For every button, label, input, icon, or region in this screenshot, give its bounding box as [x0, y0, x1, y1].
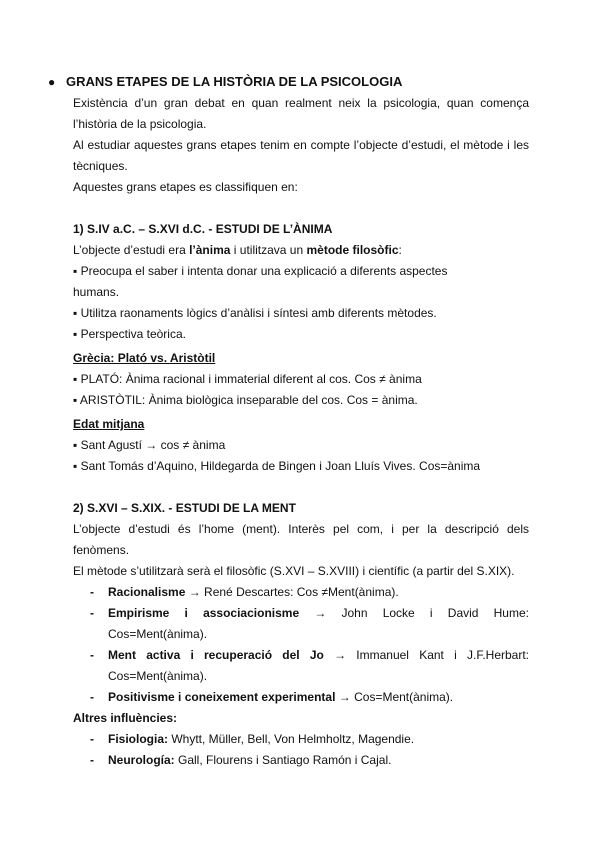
list-item [73, 645, 529, 687]
section1-bullet-1b: humans. [73, 285, 120, 299]
item-text: → John Locke i David Hume: Cos=Ment(ànima). [108, 606, 529, 641]
influences-list [73, 729, 529, 771]
schools-list [73, 582, 529, 708]
greece-subtitle: Grècia: Plató vs. Aristòtil [73, 351, 216, 365]
item-term: Ment activa i recuperació del Jo [108, 648, 324, 662]
list-item [73, 603, 529, 645]
section1-bullet-2: ▪ Utilitza raonaments lògics d’anàlisi i síntesi amb diferents mètodes. [73, 306, 437, 320]
section2-paragraph-1: L’objecte d’estudi és l’home (ment). Interès pel com, i per la descripció dels fenòmens. [73, 522, 529, 557]
aristotle-line: ▪ ARISTÒTIL: Ànima biològica inseparable del cos. Cos = ànima. [73, 393, 418, 407]
object-text-2: i utilitzava un [230, 243, 307, 257]
item-text: Gall, Flourens i Santiago Ramón i Cajal. [174, 753, 392, 767]
dash-bullet: - [90, 606, 94, 620]
object-bold-anima: l’ànima [189, 243, 231, 257]
augustine-line: ▪ Sant Agustí → cos ≠ ànima [73, 438, 226, 452]
intro-paragraph-2: Al estudiar aquestes grans etapes tenim en compte l’objecte d’estudi, el mètode i les tècniques. [73, 138, 529, 173]
object-text-3: : [398, 243, 402, 257]
item-text: → René Descartes: Cos ≠Ment(ànima). [185, 585, 399, 599]
list-item [73, 729, 529, 750]
list-item [73, 750, 529, 771]
section2-paragraph-2: El mètode s’utilitzarà serà el filosòfic (S.XVI – S.XVIII) i científic (a partir del S.XIX). [73, 564, 515, 578]
dash-bullet: - [90, 753, 94, 767]
section2-title: 2) S.XVI – S.XIX. - ESTUDI DE LA MENT [73, 501, 296, 515]
bullet-icon: ● [48, 75, 56, 89]
other-influences-title: Altres influències: [73, 711, 178, 725]
section1-bullet-1a: ▪ Preocupa el saber i intenta donar una explicació a diferents aspectes [73, 264, 448, 278]
dash-bullet: - [90, 585, 94, 599]
item-term: Empirisme i associacionisme [108, 606, 300, 620]
item-term: Racionalisme [108, 585, 186, 599]
object-text-1: L’objecte d’estudi era [73, 243, 190, 257]
dash-bullet: - [90, 732, 94, 746]
dash-bullet: - [90, 690, 94, 704]
middle-ages-subtitle: Edat mitjana [73, 417, 145, 431]
item-term: Fisiologia: [108, 732, 168, 746]
dash-bullet: - [90, 648, 94, 662]
object-bold-method: mètode filosòfic [306, 243, 399, 257]
main-heading-text: GRANS ETAPES DE LA HISTÒRIA DE LA PSICOLOGIA [66, 74, 403, 89]
plato-line: ▪ PLATÓ: Ànima racional i immaterial diferent al cos. Cos ≠ ànima [73, 372, 422, 386]
list-item [73, 687, 529, 708]
item-term: Neurología: [108, 753, 175, 767]
item-text: → Immanuel Kant i J.F.Herbart: Cos=Ment(ànima). [108, 648, 529, 683]
list-item [73, 582, 529, 603]
section1-object [73, 240, 529, 261]
item-text: → Cos=Ment(ànima). [335, 690, 454, 704]
main-heading [48, 74, 402, 89]
aquinas-line: ▪ Sant Tomás d’Aquino, Hildegarda de Bingen i Joan Lluís Vives. Cos=ànima [73, 459, 481, 473]
section1-bullet-3: ▪ Perspectiva teòrica. [73, 327, 186, 341]
item-term: Positivisme i coneixement experimental [108, 690, 336, 704]
intro-paragraph-3: Aquestes grans etapes es classifiquen en: [73, 180, 298, 194]
section1-title: 1) S.IV a.C. – S.XVI d.C. - ESTUDI DE L’ÀNIMA [73, 222, 333, 236]
item-text: Whytt, Müller, Bell, Von Helmholtz, Magendie. [168, 732, 415, 746]
intro-paragraph-1: Existència d’un gran debat en quan realment neix la psicologia, quan comença l’història de la psicologia. [73, 96, 529, 131]
